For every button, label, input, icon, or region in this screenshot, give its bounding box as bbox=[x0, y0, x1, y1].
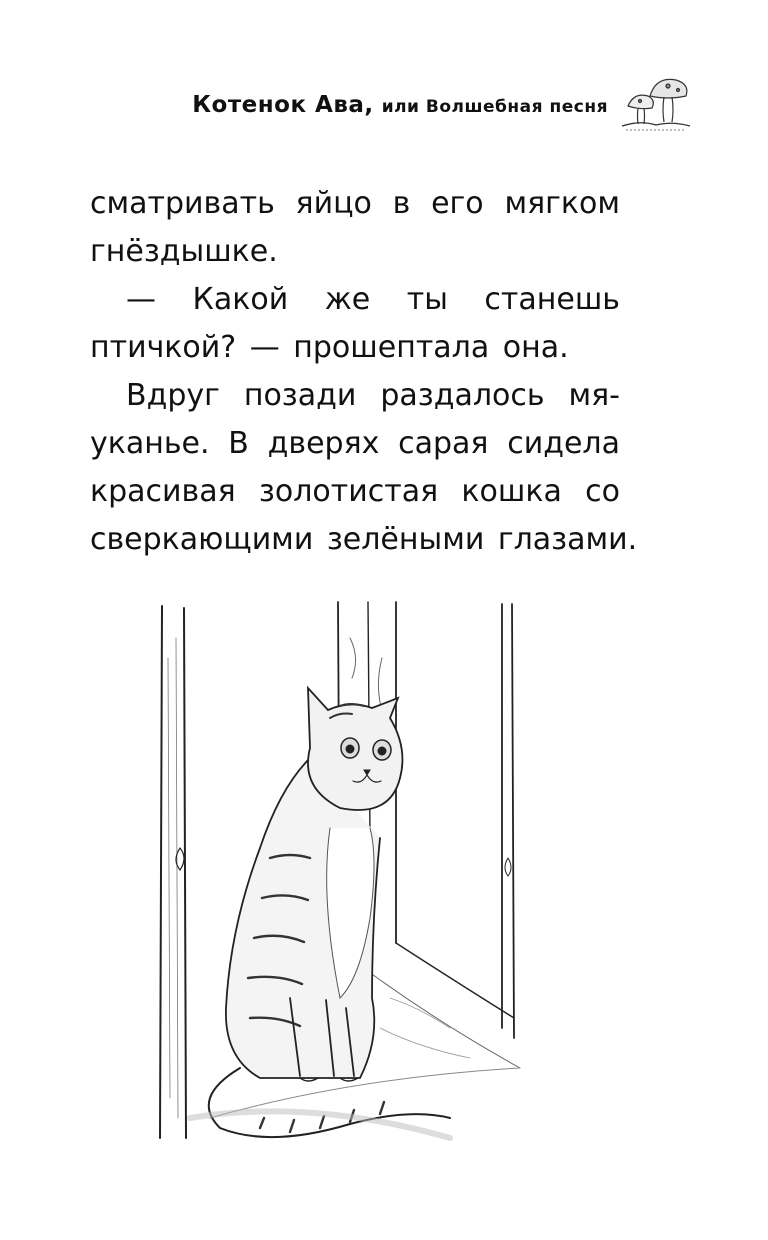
text-line: красивая золотистая кошка со bbox=[90, 474, 620, 509]
running-header bbox=[192, 92, 608, 118]
book-title: Котенок Ава, bbox=[192, 92, 374, 118]
mushroom-icon bbox=[620, 70, 692, 132]
text-line: сверкающими зелёными глазами. bbox=[90, 522, 638, 557]
text-line: гнёздышке. bbox=[90, 234, 278, 269]
book-subtitle: или Волшебная песня bbox=[381, 97, 608, 117]
text-line: птичкой? — прошептала она. bbox=[90, 330, 569, 365]
body-text bbox=[90, 180, 638, 564]
text-line: Вдруг позади раздалось мя- bbox=[126, 378, 620, 413]
paragraph-2 bbox=[90, 276, 620, 372]
cat-in-doorway-illustration bbox=[150, 598, 550, 1158]
paragraph-3 bbox=[90, 372, 638, 564]
paragraph-1 bbox=[90, 180, 620, 276]
text-line: — Какой же ты станешь bbox=[126, 282, 620, 317]
text-line: уканье. В дверях сарая сидела bbox=[90, 426, 620, 461]
text-line: сматривать яйцо в его мягком bbox=[90, 186, 620, 221]
